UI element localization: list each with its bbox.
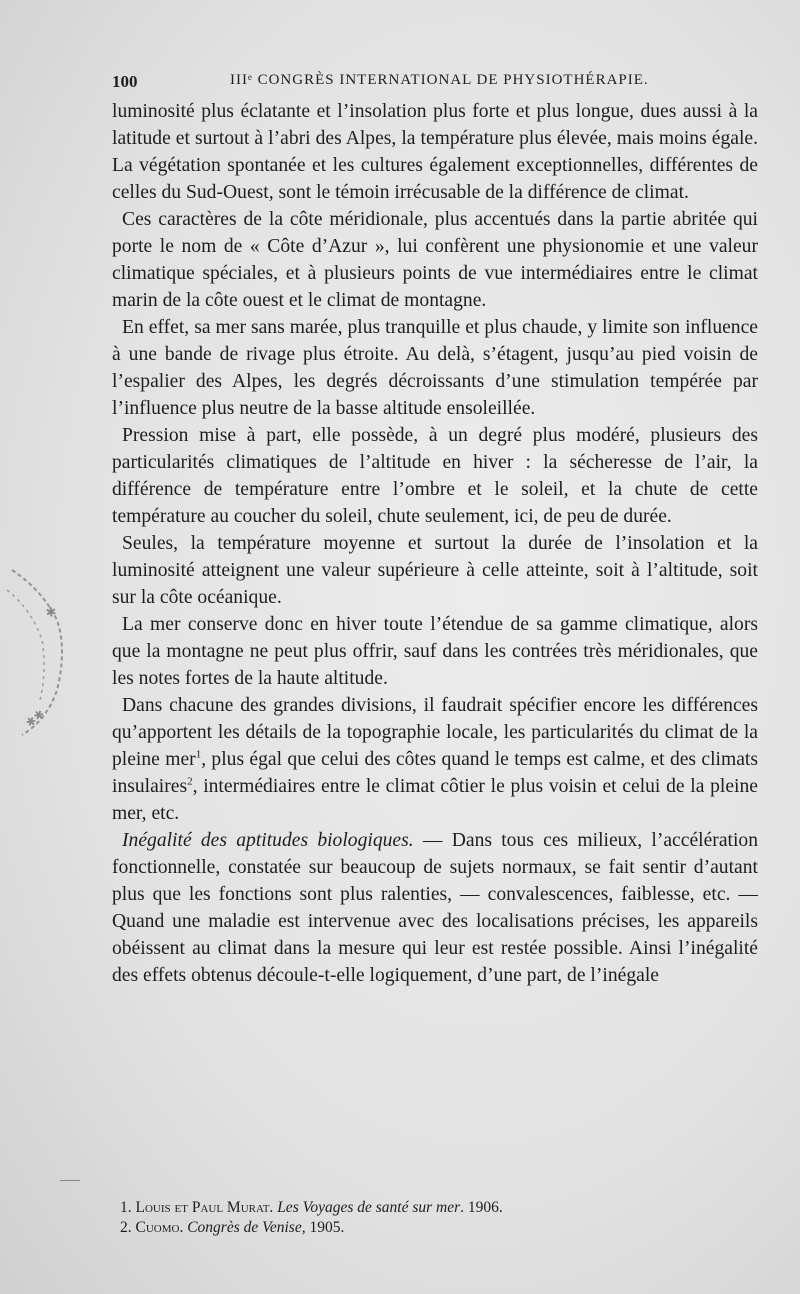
paragraph-text: , intermédiaires entre le climat côtier le plus voisin et celui de la pleine mer, etc. (112, 776, 758, 824)
running-head (112, 66, 752, 92)
paragraph (112, 692, 758, 827)
library-stamp-icon (2, 550, 72, 750)
paragraph-text: , plus égal que celui des côtes quand le temps est calme, et des climats insulaires (112, 749, 758, 797)
footnote-number: 1. (120, 1199, 132, 1216)
footnotes (112, 1198, 758, 1238)
footnote (112, 1218, 758, 1238)
section-heading-italic: Inégalité des aptitudes biologiques. (122, 830, 414, 851)
page-number: 100 (112, 72, 138, 91)
footnote-title: Congrès de Venise, (187, 1219, 306, 1236)
paragraph: Seules, la température moyenne et surtout la durée de l’insolation et la luminosité atteignent une valeur supérieure à celle atteinte, soit à l’altitude, soit sur la côte océanique. (112, 533, 758, 608)
paragraph (112, 827, 758, 989)
footnote-authors: Cuomo. (135, 1219, 184, 1236)
body-text (112, 98, 758, 989)
footnote-year: 1905. (305, 1219, 345, 1236)
footnote-number: 2. (120, 1219, 132, 1236)
footnote-reference[interactable]: 1 (195, 748, 202, 761)
paragraph: La mer conserve donc en hiver toute l’étendue de sa gamme climatique, alors que la montagne ne peut plus offrir, sauf dans les contrées très méridionales, que les notes fortes de la haute altitude. (112, 614, 758, 689)
footnote-reference[interactable]: 2 (187, 775, 193, 788)
paragraph: Pression mise à part, elle possède, à un degré plus modéré, plusieurs des particularités climatiques de l’altitude en hiver : la sécheresse de l’air, la différence de température entre l’ombre et le soleil, et la chute de cette température au coucher du soleil, chute seulement, ici, de peu de durée. (112, 425, 758, 527)
paragraph: En effet, sa mer sans marée, plus tranquille et plus chaude, y limite son influence à une bande de rivage plus étroite. Au delà, s’étagent, jusqu’au pied voisin de l’espalier des Alpes, les degrés décroissants d’une stimulation tempérée par l’influence plus neutre de la basse altitude ensoleillée. (112, 317, 758, 419)
paragraph: Ces caractères de la côte méridionale, plus accentués dans la partie abritée qui porte le nom de « Côte d’Azur », lui confèrent une physionomie et une valeur climatique spéciales, et à plusieurs points de vue intermédiaires entre le climat marin de la côte ouest et le climat de montagne. (112, 209, 758, 311)
running-title: IIIᵉ CONGRÈS INTERNATIONAL DE PHYSIOTHÉRAPIE. (230, 72, 649, 88)
paragraph: luminosité plus éclatante et l’insolation plus forte et plus longue, dues aussi à la latitude et surtout à l’abri des Alpes, la température plus élevée, mais moins égale. La végétation spontanée et les cultures également exceptionnelles, différentes de celles du Sud-Ouest, sont le témoin irrécusable de la différence de climat. (112, 101, 758, 203)
margin-mark (60, 1180, 80, 1181)
paragraph-text: Dans chacune des grandes divisions, il faudrait spécifier encore les différences qu’apportent les détails de la topographie locale, les particularités du climat de la pleine mer (112, 695, 758, 770)
footnote (112, 1198, 758, 1218)
svg-text:✱✱: ✱✱ (22, 706, 48, 731)
footnote-authors: Louis et Paul Murat. (135, 1199, 274, 1216)
svg-text:✱: ✱ (40, 603, 60, 622)
footnote-year: . 1906. (460, 1199, 503, 1216)
footnote-title: Les Voyages de santé sur mer (277, 1199, 461, 1216)
paragraph-text: — Dans tous ces milieux, l’accélération fonctionnelle, constatée sur beaucoup de sujets normaux, se fait sentir d’autant plus que les fonctions sont plus ralenties, — convalescences, faiblesse, etc. — Quand une maladie est intervenue avec des localisations précises, les appareils obéissent au climat dans la mesure qui leur est restée possible. Ainsi l’inégalité des effets obtenus découle-t-elle logiquement, d’une part, de l’inégale (112, 830, 758, 986)
